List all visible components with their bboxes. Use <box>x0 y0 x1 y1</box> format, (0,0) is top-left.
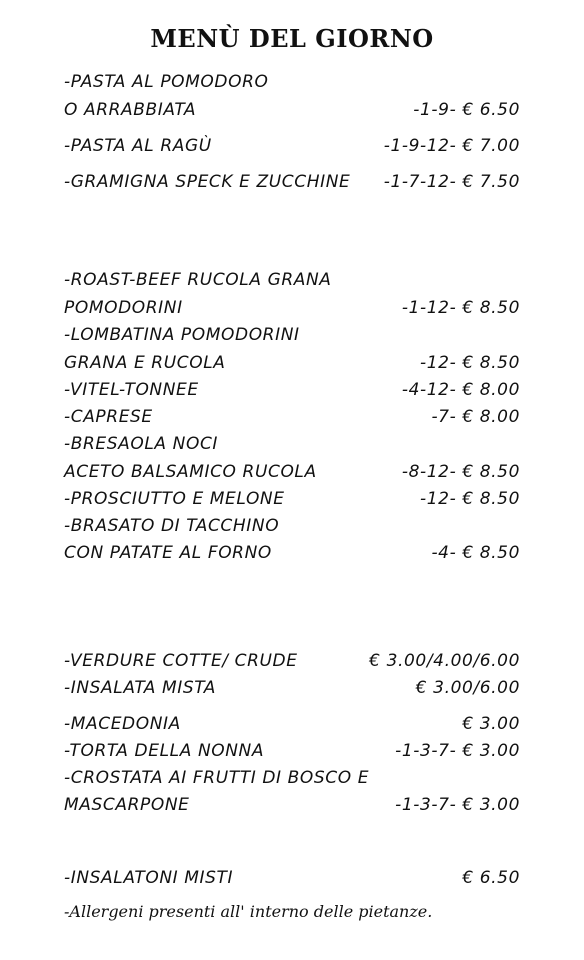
menu-item <box>64 516 520 540</box>
menu-item-name: -PASTA AL POMODORO <box>64 72 269 92</box>
menu-item-price: -7- € 8.00 <box>431 407 520 427</box>
allergen-note: -Allergeni presenti all' interno delle pietanze. <box>64 902 433 921</box>
menu-item <box>64 270 520 294</box>
menu-item-price: -1-7-12- € 7.50 <box>383 172 520 192</box>
menu-item <box>64 136 520 160</box>
menu-item-price: -4- € 8.50 <box>431 543 520 563</box>
menu-item-name: -MACEDONIA <box>64 714 181 734</box>
menu-item <box>64 795 520 819</box>
menu-item-name: ACETO BALSAMICO RUCOLA <box>64 462 317 482</box>
menu-item <box>64 678 520 702</box>
menu-item-name: -ROAST-BEEF RUCOLA GRANA <box>64 270 332 290</box>
menu-item-price: -4-12- € 8.00 <box>401 380 520 400</box>
menu-item-name: GRANA E RUCOLA <box>64 353 226 373</box>
menu-item <box>64 741 520 765</box>
menu-item <box>64 651 520 675</box>
menu-item-price: -1-12- € 8.50 <box>401 298 520 318</box>
menu-item-name: -PASTA AL RAGÙ <box>64 136 212 156</box>
menu-item <box>64 434 520 458</box>
menu-item-price: € 3.00 <box>462 714 520 734</box>
menu-item-name: CON PATATE AL FORNO <box>64 543 272 563</box>
menu-title: MENÙ DEL GIORNO <box>150 24 434 53</box>
menu-item-price: € 3.00/6.00 <box>415 678 520 698</box>
menu-item <box>64 714 520 738</box>
menu-item-name: O ARRABBIATA <box>64 100 197 120</box>
menu-item-price: -1-9-12- € 7.00 <box>383 136 520 156</box>
menu-item <box>64 489 520 513</box>
menu-item-name: -BRESAOLA NOCI <box>64 434 219 454</box>
menu-item-name: -LOMBATINA POMODORINI <box>64 325 300 345</box>
menu-item-name: -VERDURE COTTE/ CRUDE <box>64 651 298 671</box>
menu-item <box>64 72 520 96</box>
menu-item <box>64 868 520 892</box>
menu-item-name: -GRAMIGNA SPECK E ZUCCHINE <box>64 172 351 192</box>
menu-item <box>64 298 520 322</box>
menu-item-price: -8-12- € 8.50 <box>401 462 520 482</box>
menu-item <box>64 543 520 567</box>
menu-item <box>64 768 520 792</box>
menu-item-name: POMODORINI <box>64 298 183 318</box>
menu-item-name: -BRASATO DI TACCHINO <box>64 516 280 536</box>
menu-item-name: -CAPRESE <box>64 407 153 427</box>
menu-item <box>64 325 520 349</box>
menu-item-price: -12- € 8.50 <box>420 353 520 373</box>
menu-item-name: -INSALATONI MISTI <box>64 868 234 888</box>
menu-item <box>64 353 520 377</box>
menu-item <box>64 407 520 431</box>
menu-item-price: -1-3-7- € 3.00 <box>395 795 520 815</box>
menu-item-price: -1-3-7- € 3.00 <box>395 741 520 761</box>
menu-item-name: MASCARPONE <box>64 795 190 815</box>
menu-item-name: -VITEL-TONNEE <box>64 380 199 400</box>
menu-item-price: -1-9- € 6.50 <box>413 100 520 120</box>
menu-item-name: -PROSCIUTTO E MELONE <box>64 489 285 509</box>
menu-item <box>64 462 520 486</box>
menu-item-name: -CROSTATA AI FRUTTI DI BOSCO E <box>64 768 370 788</box>
menu-item <box>64 380 520 404</box>
menu-item <box>64 172 520 196</box>
menu-item-price: -12- € 8.50 <box>420 489 520 509</box>
menu-item-name: -TORTA DELLA NONNA <box>64 741 265 761</box>
menu-item <box>64 100 520 124</box>
menu-item-price: € 6.50 <box>462 868 520 888</box>
menu-item-name: -INSALATA MISTA <box>64 678 216 698</box>
menu-item-price: € 3.00/4.00/6.00 <box>369 651 520 671</box>
